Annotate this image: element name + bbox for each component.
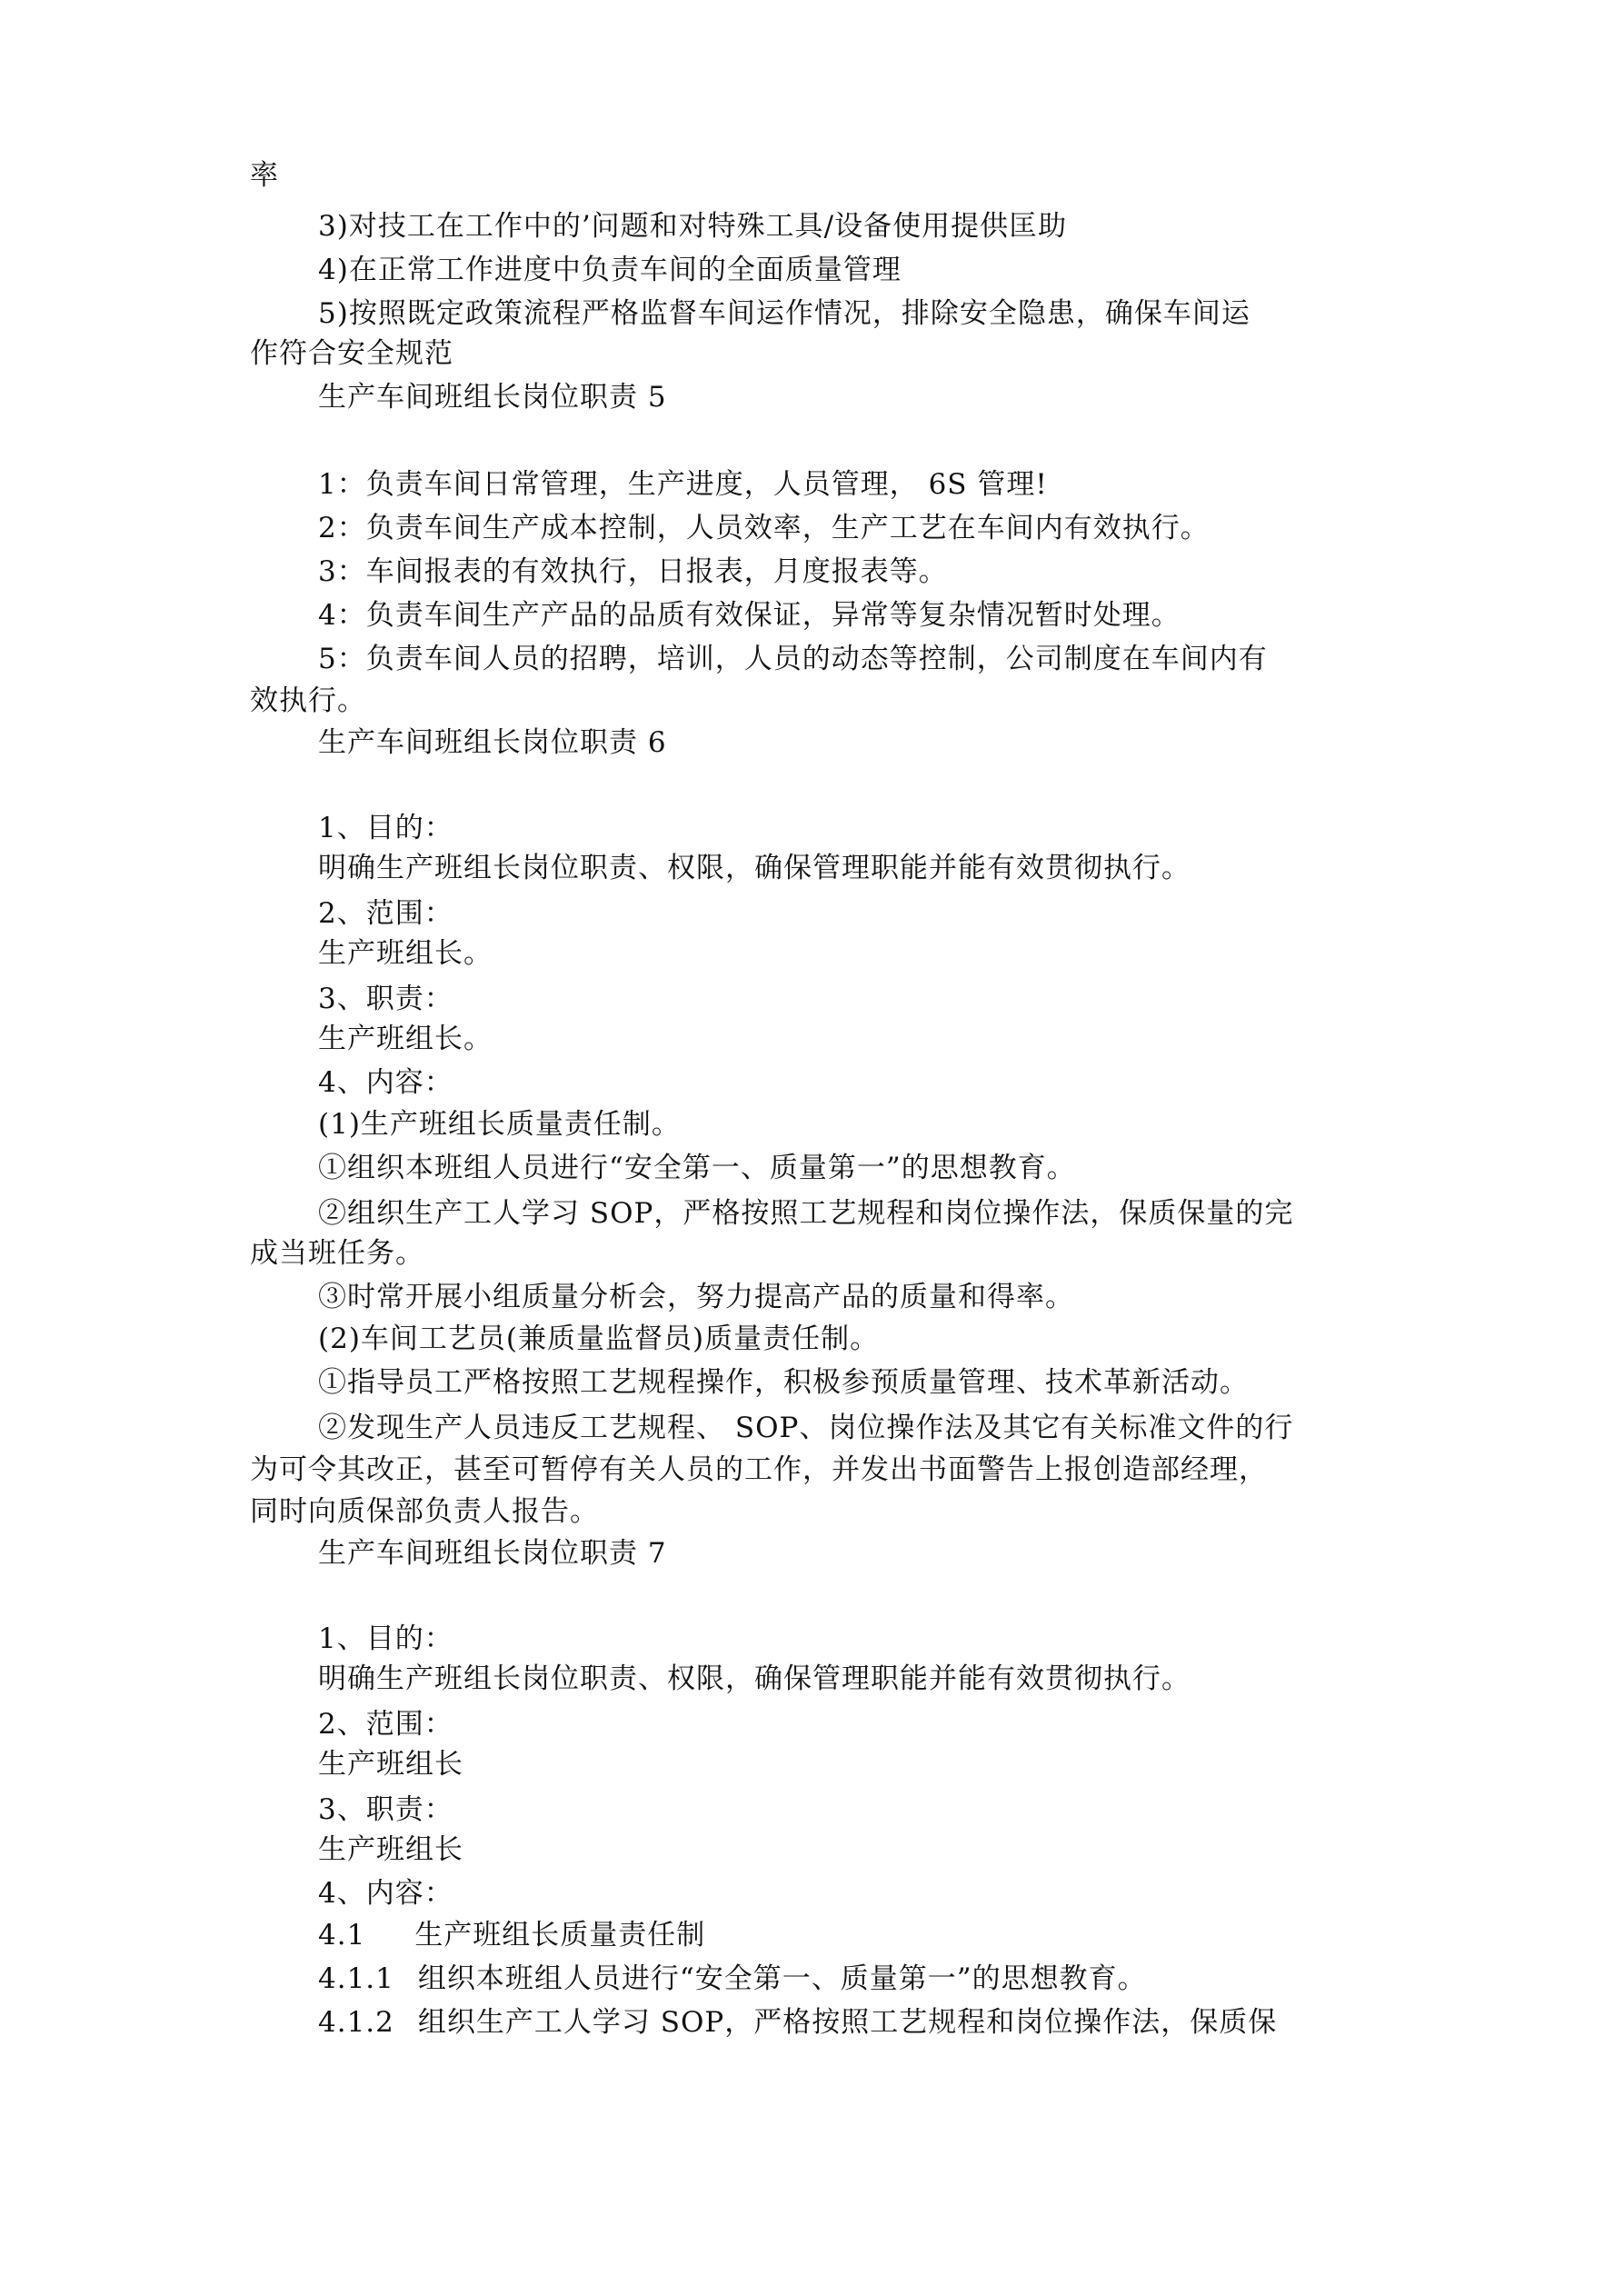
- text-line: 效执行。: [250, 684, 366, 717]
- text-line: 4)在正常工作进度中负责车间的全面质量管理: [318, 254, 902, 286]
- text-line: 5：负责车间人员的招聘，培训，人员的动态等控制，公司制度在车间内有: [318, 643, 1268, 675]
- text-line: 5)按照既定政策流程严格监督车间运作情况，排除安全隐患，确保车间运: [318, 297, 1250, 330]
- text-line: ②发现生产人员违反工艺规程、 SOP、岗位操作法及其它有关标准文件的行: [318, 1412, 1294, 1444]
- text-line: 2、范围：: [318, 1708, 453, 1741]
- text-line: 1、目的：: [318, 812, 453, 844]
- item-text: 组织生产工人学习 SOP，严格按照工艺规程和岗位操作法，保质保: [417, 2006, 1278, 2039]
- text-line: 生产班组长: [318, 1833, 463, 1866]
- numbered-line: [318, 2003, 1277, 2041]
- text-line: 生产班组长。: [318, 1023, 493, 1055]
- text-line: 成当班任务。: [250, 1237, 424, 1270]
- text-line: 生产班组长: [318, 1748, 463, 1781]
- text-line: 4：负责车间生产产品的品质有效保证，异常等复杂情况暂时处理。: [318, 599, 1181, 632]
- text-line: 同时向质保部负责人报告。: [250, 1495, 599, 1528]
- text-line: 2、范围：: [318, 897, 453, 930]
- item-text: 组织本班组人员进行“安全第一、质量第一”的思想教育。: [417, 1962, 1147, 1995]
- text-line: 3、职责：: [318, 983, 453, 1015]
- text-line: 3：车间报表的有效执行，日报表，月度报表等。: [318, 555, 948, 588]
- text-line: 1：负责车间日常管理，生产进度，人员管理， 6S 管理!: [318, 468, 1048, 501]
- section-heading: 生产车间班组长岗位职责 5: [318, 381, 667, 414]
- text-line: ①组织本班组人员进行“安全第一、质量第一”的思想教育。: [318, 1152, 1076, 1184]
- text-line: 率: [250, 159, 279, 192]
- text-line: ②组织生产工人学习 SOP，严格按照工艺规程和岗位操作法，保质保量的完: [318, 1197, 1294, 1230]
- text-line: 为可令其改正，甚至可暂停有关人员的工作，并发出书面警告上报创造部经理，: [250, 1453, 1268, 1486]
- text-line: 2：负责车间生产成本控制，人员效率，生产工艺在车间内有效执行。: [318, 512, 1210, 544]
- text-line: (2)车间工艺员(兼质量监督员)质量责任制。: [318, 1323, 880, 1355]
- text-line: ③时常开展小组质量分析会，努力提高产品的质量和得率。: [318, 1281, 1074, 1313]
- item-number: 4.1.2: [318, 2006, 394, 2039]
- item-text: 生产班组长质量责任制: [414, 1919, 706, 1952]
- numbered-line: [318, 1916, 705, 1954]
- section-heading: 生产车间班组长岗位职责 7: [318, 1537, 667, 1570]
- text-line: 4、内容：: [318, 1877, 453, 1910]
- text-line: 1、目的：: [318, 1622, 453, 1655]
- text-line: ①指导员工严格按照工艺规程操作，积极参预质量管理、技术革新活动。: [318, 1366, 1249, 1399]
- text-line: 生产班组长。: [318, 937, 493, 970]
- text-line: 明确生产班组长岗位职责、权限，确保管理职能并能有效贯彻执行。: [318, 1662, 1191, 1695]
- numbered-line: [318, 1960, 1147, 1998]
- text-line: 作符合安全规范: [250, 337, 453, 370]
- text-line: (1)生产班组长质量责任制。: [318, 1108, 681, 1141]
- item-number: 4.1.1: [318, 1962, 394, 1995]
- section-heading: 生产车间班组长岗位职责 6: [318, 726, 667, 759]
- text-line: 3)对技工在工作中的’问题和对特殊工具/设备使用提供匡助: [318, 210, 1068, 243]
- text-line: 明确生产班组长岗位职责、权限，确保管理职能并能有效贯彻执行。: [318, 852, 1191, 884]
- item-number: 4.1: [318, 1919, 366, 1952]
- text-line: 3、职责：: [318, 1793, 453, 1826]
- text-line: 4、内容：: [318, 1066, 453, 1099]
